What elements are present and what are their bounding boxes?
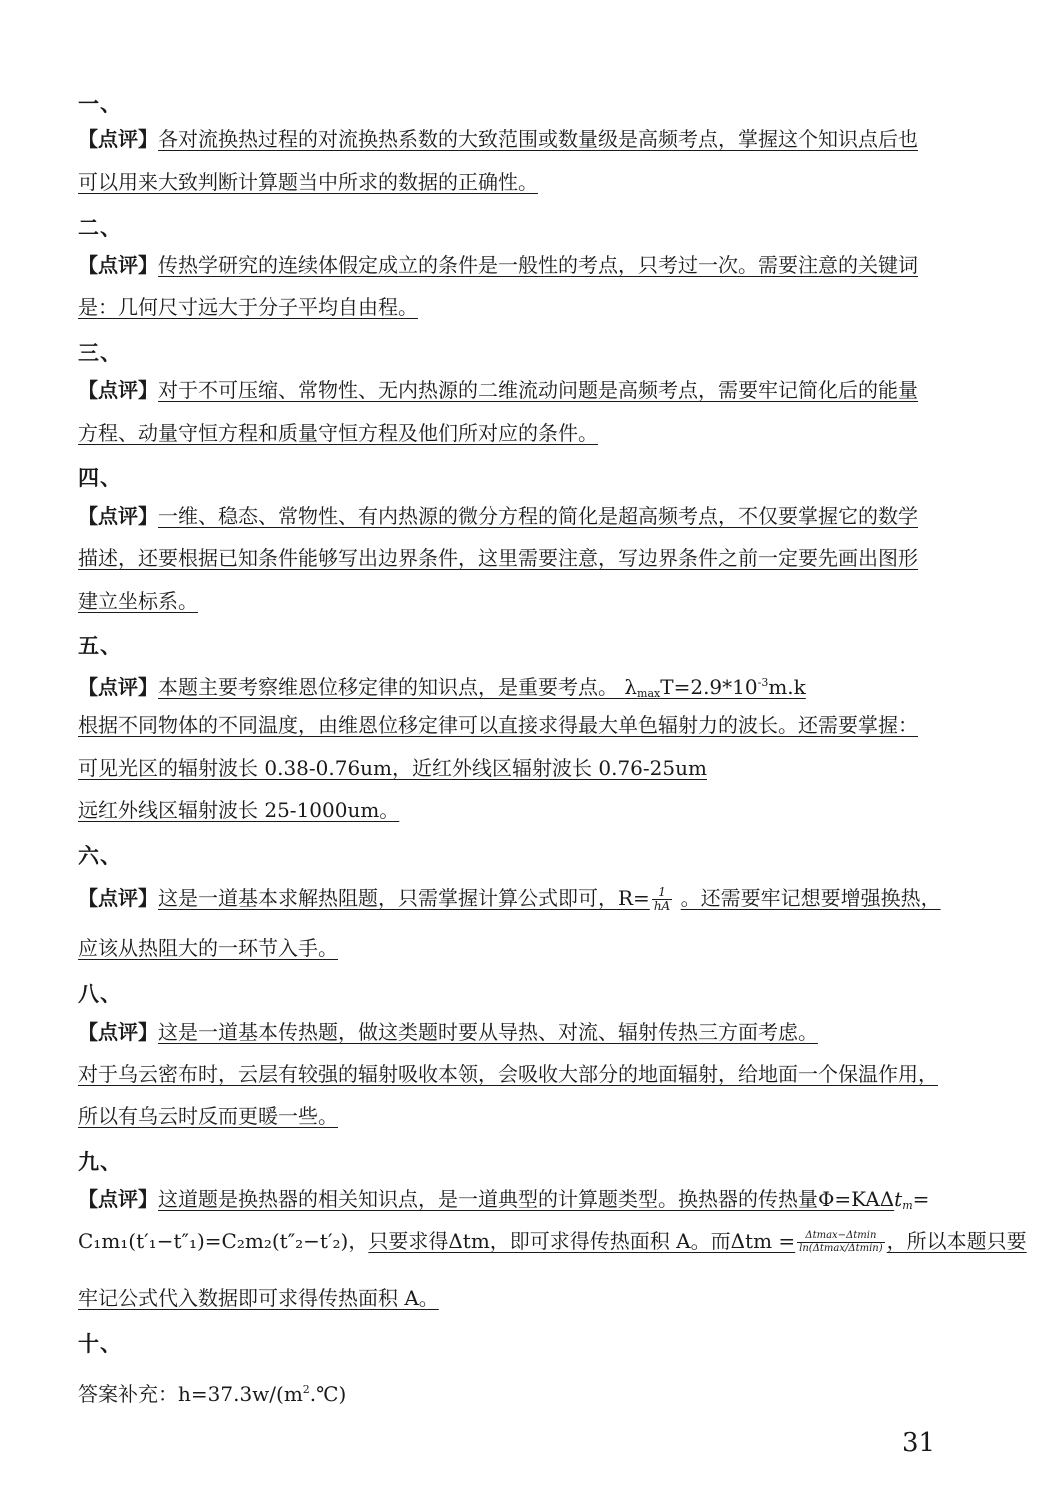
comment-text: 传热学研究的连续体假定成立的条件是一般性的考点，只考过一次。需要注意的关键词 — [158, 253, 918, 277]
fraction-denominator: ln(Δtmax/Δtmin) — [799, 1243, 883, 1254]
comment-text — [158, 675, 806, 699]
comment-text: 远红外线区辐射波长 25-1000um。 — [78, 798, 400, 822]
comment-tag: 【点评】 — [78, 886, 158, 910]
comment-text: 是：几何尺寸远大于分子平均自由程。 — [78, 295, 418, 319]
section-heading-1: 一、 — [78, 91, 122, 116]
comment-line — [78, 503, 918, 529]
answer-superscript: 2 — [302, 1383, 310, 1396]
comment-text: 这是一道基本求解热阻题，只需掌握计算公式即可，R= — [158, 886, 650, 910]
comment-tag: 【点评】 — [78, 675, 158, 699]
comment-tag: 【点评】 — [78, 127, 158, 151]
comment-line — [78, 126, 918, 152]
resistance-fraction — [652, 886, 672, 913]
comment-text: 可见光区的辐射波长 0.38-0.76um，近红外线区辐射波长 0.76-25um — [78, 756, 707, 780]
comment-line — [78, 885, 941, 913]
answer-text-end: .℃) — [309, 1382, 347, 1406]
lmtd-fraction — [797, 1230, 885, 1255]
comment-text: 一维、稳态、常物性、有内热源的微分方程的简化是超高频考点，不仅要掌握它的数学 — [158, 504, 918, 528]
fraction-numerator: 1 — [652, 886, 672, 900]
comment-line — [78, 1186, 929, 1219]
section-heading-6: 六、 — [78, 843, 122, 868]
formula-subscript: m — [902, 1199, 913, 1212]
comment-tag: 【点评】 — [78, 1020, 158, 1044]
comment-text: 根据不同物体的不同温度，由维恩位移定律可以直接求得最大单色辐射力的波长。还需要掌握： — [78, 713, 918, 737]
formula-lambda: λ — [624, 675, 638, 699]
section-heading-9: 九、 — [78, 1149, 122, 1174]
answer-line — [78, 1377, 346, 1407]
comment-text: 方程、动量守恒方程和质量守恒方程及他们所对应的条件。 — [78, 421, 598, 445]
section-heading-8: 八、 — [78, 981, 122, 1006]
fraction-numerator: Δtmax−Δtmin — [797, 1230, 885, 1243]
comment-text: 可以用来大致判断计算题当中所求的数据的正确性。 — [78, 170, 538, 194]
comment-text: ，所以本题只要 — [886, 1229, 1027, 1253]
comment-tag: 【点评】 — [78, 378, 158, 402]
formula-equals: = — [912, 1187, 930, 1211]
comment-text: 。还需要牢记想要增强换热， — [680, 886, 941, 910]
comment-line — [78, 377, 918, 403]
comment-line — [78, 670, 806, 707]
comment-text: 只要求得Δtm，即可求得传热面积 A。而Δtm = — [368, 1229, 796, 1253]
comment-tag: 【点评】 — [78, 504, 158, 528]
comment-tag: 【点评】 — [78, 1187, 158, 1211]
comment-text: 这道题是换热器的相关知识点，是一道典型的计算题类型。换热器的传热量Φ=KAΔ — [158, 1187, 895, 1211]
comment-text: 对于乌云密布时，云层有较强的辐射吸收本领，会吸收大部分的地面辐射，给地面一个保温作用， — [78, 1062, 938, 1086]
section-heading-3: 三、 — [78, 340, 122, 365]
answer-text: 答案补充：h=37.3w/(m — [78, 1382, 303, 1406]
comment-tag: 【点评】 — [78, 253, 158, 277]
comment-line — [78, 1019, 818, 1045]
section-heading-2: 二、 — [78, 215, 122, 240]
comment-text: 各对流换热过程的对流换热系数的大致范围或数量级是高频考点，掌握这个知识点后也 — [158, 127, 918, 151]
comment-text: 描述，还要根据已知条件能够写出边界条件，这里需要注意，写边界条件之前一定要先画出图形 — [78, 546, 918, 570]
formula-superscript: -3 — [757, 676, 769, 689]
formula-body: T=2.9*10 — [660, 675, 758, 699]
comment-text: 这是一道基本传热题，做这类题时要从导热、对流、辐射传热三方面考虑。 — [158, 1020, 818, 1044]
comment-text: 对于不可压缩、常物性、无内热源的二维流动问题是高频考点，需要牢记简化后的能量 — [158, 378, 918, 402]
formula-subscript: max — [637, 687, 661, 700]
comment-text: 所以有乌云时反而更暖一些。 — [78, 1104, 338, 1128]
comment-line — [78, 252, 918, 278]
comment-text: 牢记公式代入数据即可求得传热面积 A。 — [78, 1286, 439, 1310]
heat-balance-formula: C₁m₁(t′₁−t″₁)=C₂m₂(t″₂−t′₂)， — [78, 1229, 369, 1253]
comment-text: 应该从热阻大的一环节入手。 — [78, 936, 338, 960]
comment-text: 建立坐标系。 — [78, 589, 198, 613]
fraction-denominator: hA — [653, 899, 671, 913]
section-heading-4: 四、 — [78, 465, 122, 490]
comment-text-part: 本题主要考察维恩位移定律的知识点，是重要考点。 — [158, 675, 618, 699]
formula-var: t — [894, 1187, 903, 1211]
section-heading-10: 十、 — [78, 1331, 122, 1356]
page-number: 31 — [902, 1428, 936, 1458]
section-heading-5: 五、 — [78, 633, 122, 658]
formula-unit: m.k — [768, 675, 806, 699]
comment-line — [78, 1228, 1027, 1255]
